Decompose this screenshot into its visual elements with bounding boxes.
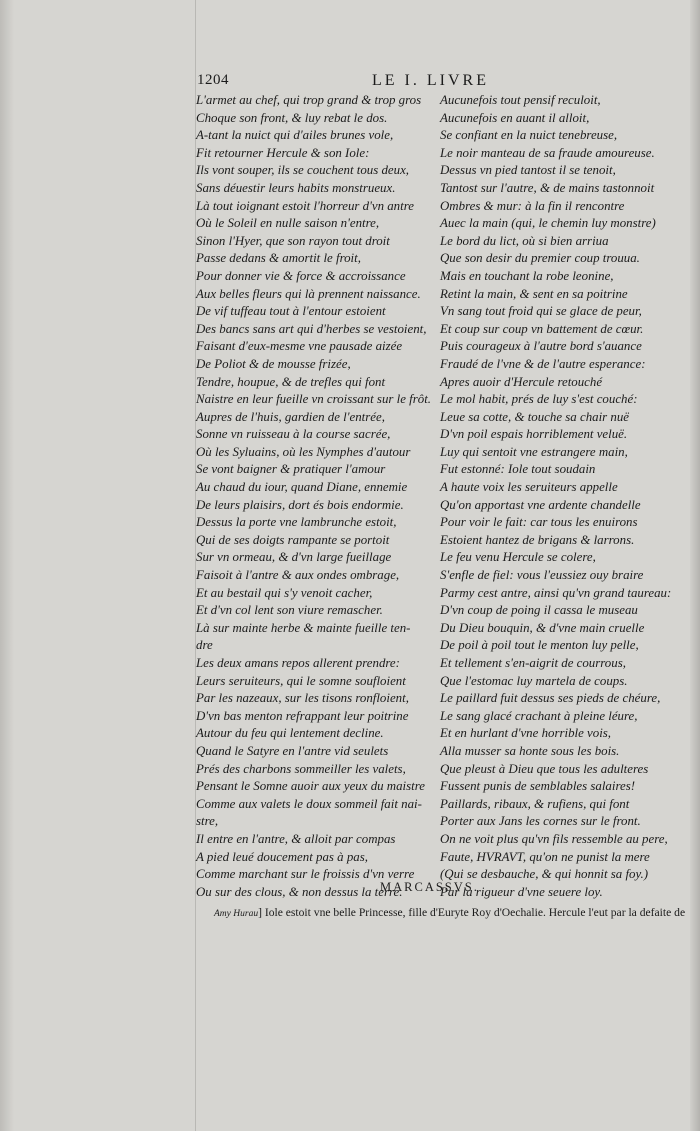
verse-line: Des bancs sans art qui d'herbes se vestoient, [196, 321, 427, 336]
verse-line: Que son desir du premier coup trouua. [440, 251, 640, 266]
verse-line: Apres auoir d'Hercule retouché [440, 374, 603, 389]
verse-line: Choque son front, & luy rebat le dos. [196, 110, 388, 125]
verse-line: Le mol habit, prés de luy s'est couché: [440, 392, 638, 407]
verse-line: Tendre, houpue, & de trefles qui font [196, 374, 386, 389]
verse-line: Fut estonné: Iole tout soudain [440, 462, 596, 477]
verse-line: Puis courageux à l'autre bord s'auance [440, 339, 642, 354]
verse-line: Et tellement s'en-aigrit de courrous, [440, 656, 626, 670]
verse-line: Aucunefois tout pensif reculoit, [440, 93, 601, 107]
verse-line: Dessus la porte vne lambrunche estoit, [196, 515, 397, 530]
verse-line: Vn sang tout froid qui se glace de peur, [440, 304, 642, 319]
left-verse-column [196, 92, 431, 901]
verse-line: Faisant d'eux-mesme vne pausade aizée [196, 339, 403, 354]
verse-line: Au chaud du iour, quand Diane, ennemie [196, 480, 408, 495]
page-number: 1204 [197, 72, 229, 88]
verse-line: Sur vn ormeau, & d'vn large fueillage [196, 550, 392, 565]
verse-line: Sonne vn ruisseau à la course sacrée, [196, 427, 391, 442]
verse-line: Où le Soleil en nulle saison n'entre, [196, 216, 380, 231]
verse-line: Quand le Satyre en l'antre vid seulets [196, 743, 389, 758]
verse-line: Retint la main, & sent en sa poitrine [440, 286, 628, 301]
verse-line: Luy qui sentoit vne estrangere main, [440, 444, 628, 459]
verse-line: Ombres & mur: à la fin il rencontre [440, 198, 625, 213]
verse-line: Auec la main (qui, le chemin luy monstre) [440, 216, 656, 231]
verse-line: A-tant la nuict qui d'ailes brunes vole, [196, 128, 394, 143]
verse-line: Fussent punis de semblables salaires! [440, 779, 636, 794]
verse-line: Leurs seruiteurs, qui le somne soufloient [196, 673, 406, 688]
verse-line: Autour du feu qui lentement decline. [196, 726, 384, 741]
verse-line: Aupres de l'huis, gardien de l'entrée, [196, 409, 385, 424]
verse-line: Ou sur des clous, & non dessus la terre. [196, 884, 403, 899]
verse-line: Paillards, ribaux, & rufiens, qui font [440, 796, 630, 811]
verse-line: Dessus vn pied tantost il se tenoit, [440, 163, 616, 178]
verse-line: Passe dedans & amortit le froit, [196, 251, 361, 266]
verse-line: A pied leué doucement pas à pas, [196, 849, 368, 864]
verse-line: De vif tuffeau tout à l'entour estoient [196, 304, 386, 319]
verse-line: De leurs plaisirs, dort és bois endormie. [196, 497, 404, 512]
commentary-keyword: Amy Hurau [214, 909, 259, 919]
verse-line: Prés des charbons sommeiller les valets, [196, 761, 406, 776]
running-title: LE I. LIVRE [372, 72, 489, 89]
verse-line: Fit retourner Hercule & son Iole: [196, 145, 370, 160]
commentary-heading: MARCASSVS. [380, 880, 479, 894]
verse-line: Alla musser sa honte sous les bois. [440, 743, 620, 758]
verse-line: Aucunefois en auant il alloit, [440, 110, 590, 125]
verse-line: A haute voix les seruiteurs appelle [440, 480, 618, 495]
verse-line: Et au bestail qui s'y venoit cacher, [196, 585, 373, 600]
verse-line: Le noir manteau de sa fraude amoureuse. [440, 145, 655, 160]
verse-line: Où les Syluains, où les Nymphes d'autour [196, 444, 411, 459]
verse-line: Porter aux Jans les cornes sur le front. [440, 814, 641, 829]
verse-line: Comme marchant sur le froissis d'vn verre [196, 867, 415, 882]
verse-line: De Poliot & de mousse frizée, [196, 356, 351, 371]
verse-line: Et d'vn col lent son viure remascher. [196, 603, 383, 618]
verse-line: D'vn coup de poing il cassa le museau [440, 603, 638, 618]
commentary-text: ] Iole estoit vne belle Princesse, fille d'Euryte Roy d'Oechalie. Hercule l'eut par la defaite de [258, 906, 686, 919]
verse-line: Estoient hantez de brigans & larrons. [440, 532, 635, 547]
verse-line: Leue sa cotte, & touche sa chair nuë [440, 409, 630, 424]
verse-line: De poil à poil tout le menton luy pelle, [440, 638, 639, 653]
verse-line: stre, [196, 814, 219, 829]
verse-line: Se vont baigner & pratiquer l'amour [196, 462, 386, 477]
verse-line: Comme aux valets le doux sommeil fait nai- [196, 796, 422, 811]
verse-line: Mais en touchant la robe leonine, [440, 268, 614, 283]
verse-line: Pensant le Somne auoir aux yeux du maistre [196, 779, 425, 794]
verse-line: Ils vont souper, ils se couchent tous deux, [196, 163, 410, 178]
verse-line: On ne voit plus qu'vn fils ressemble au pere, [440, 831, 668, 846]
verse-line: Par les nazeaux, sur les tisons ronfloient, [196, 691, 409, 706]
verse-line: Faisoit à l'antre & aux ondes ombrage, [196, 568, 400, 583]
verse-line: Tantost sur l'autre, & de mains tastonnoit [440, 180, 655, 195]
verse-line: Sinon l'Hyer, que son rayon tout droit [196, 233, 390, 248]
verse-line: Se confiant en la nuict tenebreuse, [440, 128, 618, 143]
verse-line: Que pleust à Dieu que tous les adulteres [440, 761, 649, 776]
verse-line: Le feu venu Hercule se colere, [440, 550, 596, 565]
verse-line: Faute, HVRAVT, qu'on ne punist la mere [440, 849, 650, 864]
verse-line: Les deux amans repos allerent prendre: [196, 656, 400, 670]
verse-line: D'vn poil espais horriblement veluë. [440, 427, 628, 442]
verse-line: Le bord du lict, où si bien arriua [440, 233, 609, 248]
verse-line: Pour voir le fait: car tous les enuirons [440, 515, 638, 530]
verse-line: L'armet au chef, qui trop grand & trop gros [196, 93, 422, 107]
verse-line: D'vn bas menton refrappant leur poitrine [196, 708, 409, 723]
verse-line: Il entre en l'antre, & alloit par compas [196, 831, 396, 846]
verse-line: Et coup sur coup vn battement de cœur. [440, 321, 644, 336]
verse-line: Et en hurlant d'vne horrible vois, [440, 726, 612, 741]
page-edge-shadow [0, 0, 14, 1131]
verse-line: Parmy cest antre, ainsi qu'vn grand taureau: [440, 585, 672, 600]
binding-gutter [690, 0, 700, 1131]
verse-line: Par la rigueur d'vne seuere loy. [440, 884, 603, 899]
verse-line: Fraudé de l'vne & de l'autre esperance: [440, 356, 646, 371]
verse-line: S'enfle de fiel: vous l'eussiez ouy braire [440, 568, 644, 583]
verse-line: Là sur mainte herbe & mainte fueille ten- [196, 620, 411, 635]
right-verse-column [440, 92, 671, 901]
verse-line: Aux belles fleurs qui là prennent naissance. [196, 286, 421, 301]
verse-line: (Qui se desbauche, & qui honnit sa foy.) [440, 867, 649, 882]
commentary-note [214, 906, 685, 919]
verse-line: Qui de ses doigts rampante se portoit [196, 532, 390, 547]
verse-line: Que l'estomac luy martela de coups. [440, 673, 628, 688]
verse-line: Naistre en leur fueille vn croissant sur le frôt. [196, 392, 431, 407]
verse-line: Là tout ioignant estoit l'horreur d'vn antre [196, 198, 414, 213]
verse-line: Le sang glacé crachant à pleine léure, [440, 708, 638, 723]
verse-line: Du Dieu bouquin, & d'vne main cruelle [440, 620, 645, 635]
verse-line: dre [196, 638, 213, 653]
verse-line: Qu'on apportast vne ardente chandelle [440, 497, 641, 512]
verse-line: Le paillard fuit dessus ses pieds de chéure, [440, 691, 661, 706]
verse-line: Sans déuestir leurs habits monstrueux. [196, 180, 396, 195]
verse-line: Pour donner vie & force & accroissance [196, 268, 406, 283]
